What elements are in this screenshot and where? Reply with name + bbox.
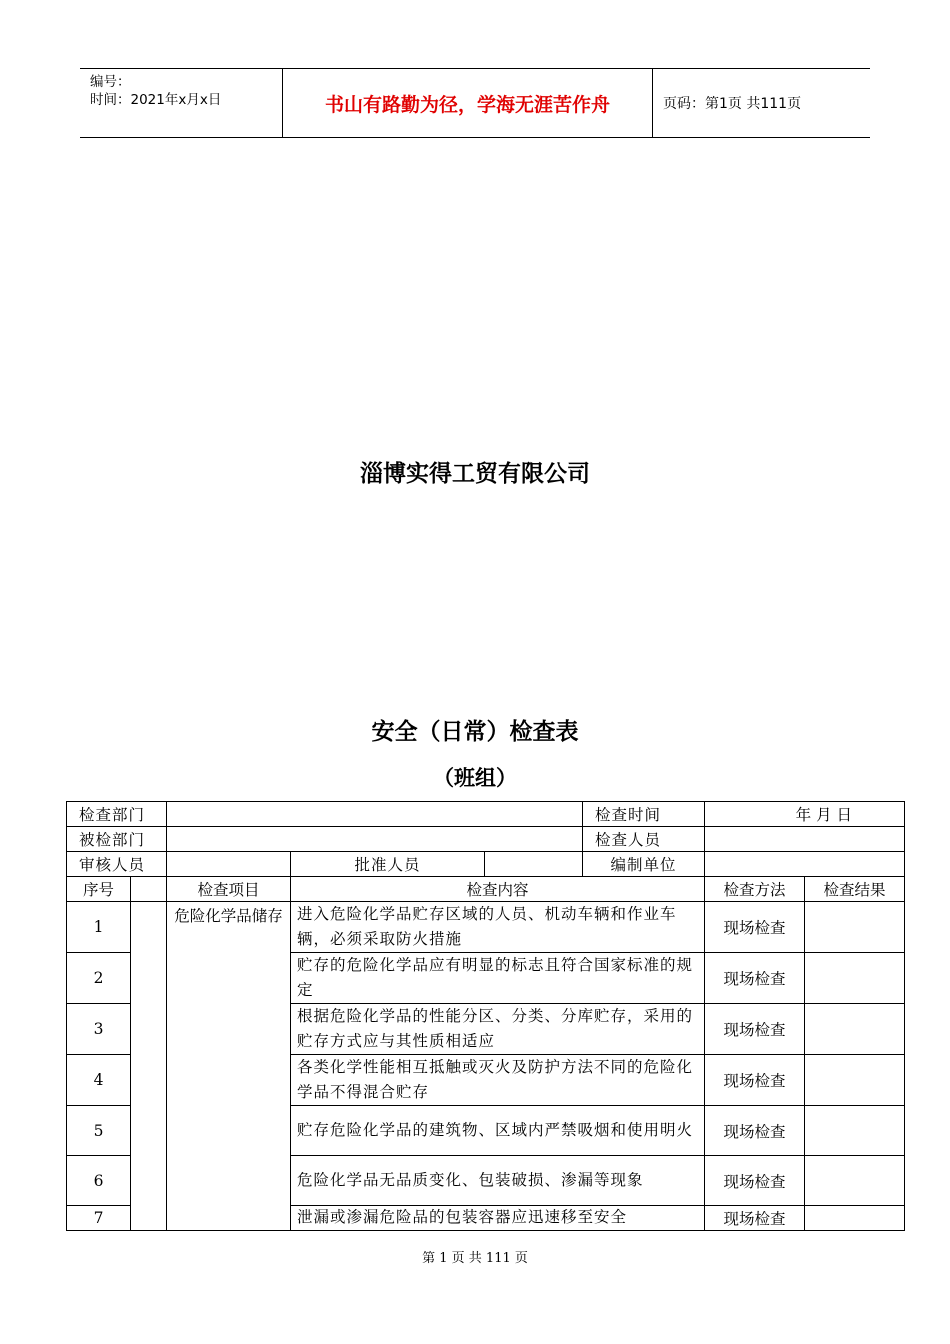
info-row-checked-dept <box>67 827 905 852</box>
col-header-result: 检查结果 <box>805 877 905 902</box>
number-label: 编号： <box>90 74 131 90</box>
row-content: 贮存的危险化学品应有明显的标志且符合国家标准的规定 <box>291 953 705 1004</box>
info-row-review <box>67 852 905 877</box>
header-meta <box>80 69 283 137</box>
compiler-label: 编制单位 <box>583 852 705 877</box>
row-seq: 2 <box>67 953 131 1004</box>
row-content: 危险化学品无品质变化、包装破损、渗漏等现象 <box>291 1156 705 1206</box>
row-content: 各类化学性能相互抵触或灭火及防护方法不同的危险化学品不得混合贮存 <box>291 1055 705 1106</box>
row-category: 危险化学品储存 <box>167 902 291 1231</box>
info-row-check-dept <box>67 802 905 827</box>
checked-dept-value[interactable] <box>167 827 583 852</box>
checked-dept-label: 被检部门 <box>67 827 167 852</box>
approver-label: 批准人员 <box>291 852 485 877</box>
company-name: 淄博实得工贸有限公司 <box>360 460 590 487</box>
row-method: 现场检查 <box>705 1106 805 1156</box>
check-time-value[interactable]: 年 月 日 <box>705 802 905 827</box>
row-result[interactable] <box>805 902 905 953</box>
row-result[interactable] <box>805 1004 905 1055</box>
col-header-method: 检查方法 <box>705 877 805 902</box>
document-subtitle: （班组） <box>433 765 517 790</box>
check-time-label: 检查时间 <box>583 802 705 827</box>
col-header-content: 检查内容 <box>291 877 705 902</box>
row-blank-cell <box>131 902 167 1231</box>
reviewer-label: 审核人员 <box>67 852 167 877</box>
row-result[interactable] <box>805 1106 905 1156</box>
document-title: 安全（日常）检查表 <box>371 718 579 745</box>
check-dept-value[interactable] <box>167 802 583 827</box>
inspector-value[interactable] <box>705 827 905 852</box>
row-seq: 5 <box>67 1106 131 1156</box>
row-content: 根据危险化学品的性能分区、分类、分库贮存，采用的贮存方式应与其性质相适应 <box>291 1004 705 1055</box>
reviewer-value[interactable] <box>167 852 291 877</box>
inspection-table <box>66 801 905 1231</box>
compiler-value[interactable] <box>705 852 905 877</box>
row-seq: 1 <box>67 902 131 953</box>
row-method: 现场检查 <box>705 1055 805 1106</box>
header-motto: 书山有路勤为径，学海无涯苦作舟 <box>283 69 653 137</box>
table-row <box>67 902 905 953</box>
row-seq: 3 <box>67 1004 131 1055</box>
row-seq: 7 <box>67 1206 131 1231</box>
header-page-info: 页码：第1页 共111页 <box>663 96 802 112</box>
row-method: 现场检查 <box>705 1206 805 1231</box>
page-footer: 第 1 页 共 111 页 <box>422 1251 528 1266</box>
row-result[interactable] <box>805 1206 905 1231</box>
row-result[interactable] <box>805 1156 905 1206</box>
row-seq: 4 <box>67 1055 131 1106</box>
document-header <box>80 68 870 138</box>
col-header-seq: 序号 <box>67 877 131 902</box>
row-content: 进入危险化学品贮存区域的人员、机动车辆和作业车辆，必须采取防火措施 <box>291 902 705 953</box>
row-seq: 6 <box>67 1156 131 1206</box>
row-method: 现场检查 <box>705 953 805 1004</box>
inspector-label: 检查人员 <box>583 827 705 852</box>
approver-value[interactable] <box>485 852 583 877</box>
row-method: 现场检查 <box>705 1004 805 1055</box>
row-result[interactable] <box>805 1055 905 1106</box>
row-content: 贮存危险化学品的建筑物、区域内严禁吸烟和使用明火 <box>291 1106 705 1156</box>
table-header-row <box>67 877 905 902</box>
row-method: 现场检查 <box>705 902 805 953</box>
time-label: 时间：2021年x月x日 <box>90 92 222 108</box>
row-result[interactable] <box>805 953 905 1004</box>
row-content: 泄漏或渗漏危险品的包装容器应迅速移至安全 <box>291 1206 705 1231</box>
row-method: 现场检查 <box>705 1156 805 1206</box>
check-dept-label: 检查部门 <box>67 802 167 827</box>
col-header-blank <box>131 877 167 902</box>
col-header-item: 检查项目 <box>167 877 291 902</box>
